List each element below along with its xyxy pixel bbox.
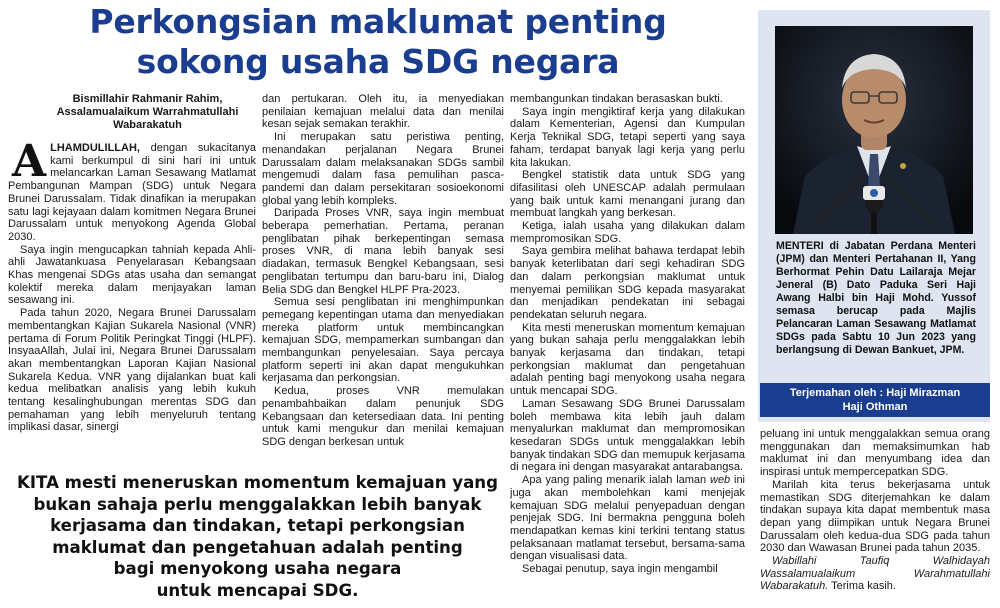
article-paragraph-9: membangunkan tindakan berasaskan bukti.: [510, 93, 723, 105]
greeting-line-3: Wabarakatuh: [113, 119, 182, 131]
translation-line-2: Haji Othman: [842, 401, 908, 413]
article-column-3: [510, 93, 745, 605]
pull-quote-line-6: untuk mencapai SDG.: [156, 580, 359, 600]
translation-credit: [760, 383, 990, 417]
article-paragraph-13: Saya gembira melihat bahawa terdapat lebih banyak keterlibatan dari segi kehadiran SDG dan dalam perkongsian maklumat untuk menyemai pemilikan SDG kepada masyarakat dan menjadikan pendekatan ini sebagai pendekatan seluruh negara.: [510, 245, 745, 321]
article-paragraph-10: Saya ingin mengiktiraf kerja yang dilakukan dalam Kementerian, Agensi dan Kumpulan Kerja Teknikal SDG, tetapi seperti yang saya faham, terdapat banyak lagi kerja yang perlu kita lakukan.: [510, 105, 745, 169]
article-paragraph-6: Daripada Proses VNR, saya ingin membuat beberapa pemerhatian. Pertama, peranan penglibatan pihak berkepentingan semasa proses VNR, di mana lebih banyak sesi diadakan, termasuk Bengkel Kebangsaan, sesi penglibatan tertumpu dan baru-baru ini, Dialog Belia SDG dan Bengkel HLPF Pra-2023.: [262, 207, 504, 296]
article-paragraph-16: [510, 474, 745, 563]
greeting-line-1: Bismillahir Rahmanir Rahim,: [72, 93, 223, 105]
article-paragraph-17: Sebagai penutup, saya ingin mengambil: [522, 563, 718, 576]
photo-caption: MENTERI di Jabatan Perdana Menteri (JPM) dan Menteri Pertahanan II, Yang Berhormat Pehin Datu Lailaraja Mejar Jeneral (B) Dato Paduka Seri Haji Awang Halbi bin Haji Mohd. Yussof semasa berucap pada Majlis Pelancaran Laman Sesawang Matlamat SDGs pada Sabtu 10 Jun 2023 yang berlangsung di Dewan Bankuet, JPM.: [776, 240, 976, 356]
article-paragraph-5: Ini merupakan satu peristiwa penting, menandakan perjalanan Negara Brunei Darussalam dalam melaksanakan SDGs sambil mengemudi dalam fasa pemulihan pasca-pandemi dan dalam persekitaran sosioekonomi global yang lebih kompleks.: [262, 131, 504, 207]
speaker-at-podium-image: [775, 26, 973, 234]
headline: [8, 2, 748, 82]
pull-quote-line-4: maklumat dan pengetahuan adalah penting: [52, 537, 463, 557]
article-paragraph-2: Saya ingin mengucapkan tahniah kepada Ahli-ahli Jawatankuasa Penyelarasan Kebangsaan Khas mengenai SDGs atas usaha dan semangat kolektif mereka dalam menjayakan laman sesawang ini.: [8, 243, 256, 307]
greeting: [40, 93, 255, 132]
p16-web: web: [710, 474, 731, 487]
p16-pre: Apa yang paling menarik ialah laman: [522, 474, 710, 487]
article-paragraph-7: Semua sesi penglibatan ini menghimpunkan pemegang kepentingan utama dan menyediakan mereka platform untuk membincangkan kemajuan SDG, mempamerkan sumbangan dan membangunkan penyelesaian. Saya percaya platform seperti ini akan dapat mengukuhkan kerjasama dan perkongsian.: [262, 296, 504, 385]
article-paragraph-18: peluang ini untuk menggalakkan semua orang menggunakan dan memaksimumkan hab maklumat ini dan menyumbang idea dan inspirasi untuk mempercepatkan SDG.: [760, 428, 990, 479]
article-paragraph-14: Kita mesti meneruskan momentum kemajuan yang bukan sahaja perlu menggalakkan lebih banyak kerjasama dan tindakan, tetapi perkongsian maklumat dan pengetahuan adalah penting bagi menyokong usaha negara untuk mencapai SDG.: [510, 321, 745, 398]
article-paragraph-3: Pada tahun 2020, Negara Brunei Darussalam membentangkan Kajian Sukarela Nasional (VNR) pertama di Forum Politik Peringkat Tinggi (HLPF). InsyaaAllah, Julai ini, Negara Brunei Darussalam akan membentangkan Laporan Kajian Nasional Sukarela Kedua. VNR yang dijalankan buat kali kedua melibatkan analisis yang lebih kukuh tentang kesalinghubungan merentas SDG dan pemahaman yang lebih menyeluruh tentang implikasi dasar, sinergi: [8, 307, 256, 434]
article-paragraph-4: dan pertukaran. Oleh itu, ia menyediakan penilaian kemajuan melalui data dan menilai kesan sejak semakan terakhir.: [262, 93, 504, 131]
article-paragraph-8: Kedua, proses VNR memulakan penambahbaikan dalam penunjuk SDG Kebangsaan dan ketersediaan data. Ini penting untuk kami mengukur dan menilai kemajuan SDG dengan berkesan untuk: [262, 385, 504, 448]
pull-quote-line-2: bukan sahaja perlu menggalakkan lebih banyak: [33, 494, 482, 514]
headline-line-2: sokong usaha SDG negara: [136, 42, 620, 81]
minister-photo: [775, 26, 973, 234]
article-column-2: [262, 93, 504, 468]
greeting-line-2: Assalamualaikum Warrahmatullahi: [56, 106, 239, 118]
opening-word: LHAMDULILLAH,: [50, 142, 140, 154]
closing-thanks: Terima kasih.: [828, 580, 896, 593]
pull-quote-line-5: bagi menyokong usaha negara: [113, 559, 402, 578]
headline-line-1: Perkongsian maklumat penting: [89, 2, 667, 41]
closing-salutation: Wabillahi Taufiq Walhidayah Wassalamualaikum Warahmatullahi Wabarakatuh.: [760, 555, 990, 593]
article-column-1: [8, 142, 256, 468]
opening-text: dengan sukacitanya kami berkumpul di sini hari ini untuk melancarkan Laman Sesawang Matlamat Pembangunan Mampan (SDG) untuk Negara Brunei Darussalam. Tidak dinafikan ia merupakan satu lagi kejayaan dalam komitmen Negara Brunei Darussalam untuk menyokong Agenda Global 2030.: [8, 142, 256, 243]
pull-quote: [10, 472, 505, 601]
translation-line-1: Terjemahan oleh : Haji Mirazman: [789, 387, 961, 399]
article-column-4: [760, 428, 990, 608]
article-paragraph-19: Marilah kita terus bekerjasama untuk memastikan SDG diterjemahkan ke dalam tindakan supaya kita dapat membentuk masa depan yang diimpikan untuk Negara Brunei Darussalam oleh kedua-dua SDG pada tahun 2030 dan Wawasan Brunei pada tahun 2035.: [760, 478, 990, 555]
article-paragraph-1: [8, 142, 256, 244]
pull-quote-line-3: kerjasama dan tindakan, tetapi perkongsian: [50, 516, 465, 535]
closing-paragraph: [760, 555, 990, 593]
p16-post: ini juga akan membolehkan kami menjejak kemajuan SDG melalui penyepaduan dengan penjejak SDG. Ini bermakna pengguna boleh mendapatkan kemas kini terkini tentang status pelaksanaan matlamat tersebut, bersama-sama dengan visualisasi data.: [510, 474, 745, 563]
drop-cap: A: [12, 142, 47, 187]
pull-quote-line-1: KITA mesti meneruskan momentum kemajuan yang: [17, 473, 498, 492]
article-paragraph-12: Ketiga, ialah usaha yang dilakukan dalam mempromosikan SDG.: [510, 220, 745, 245]
article-paragraph-15: Laman Sesawang SDG Brunei Darussalam boleh membawa kita lebih jauh dalam menyalurkan maklumat dan mempromosikan kesedaran SDGs untuk menggalakkan lebih banyak tindakan SDG dan memupuk kerjasama di negara ini dengan masyarakat antarabangsa.: [510, 397, 745, 474]
article-paragraph-11: Bengkel statistik data untuk SDG yang difasilitasi oleh UNESCAP adalah permulaan yang baik untuk kami menangani jurang dan membuat langkah yang berkesan.: [510, 169, 745, 220]
